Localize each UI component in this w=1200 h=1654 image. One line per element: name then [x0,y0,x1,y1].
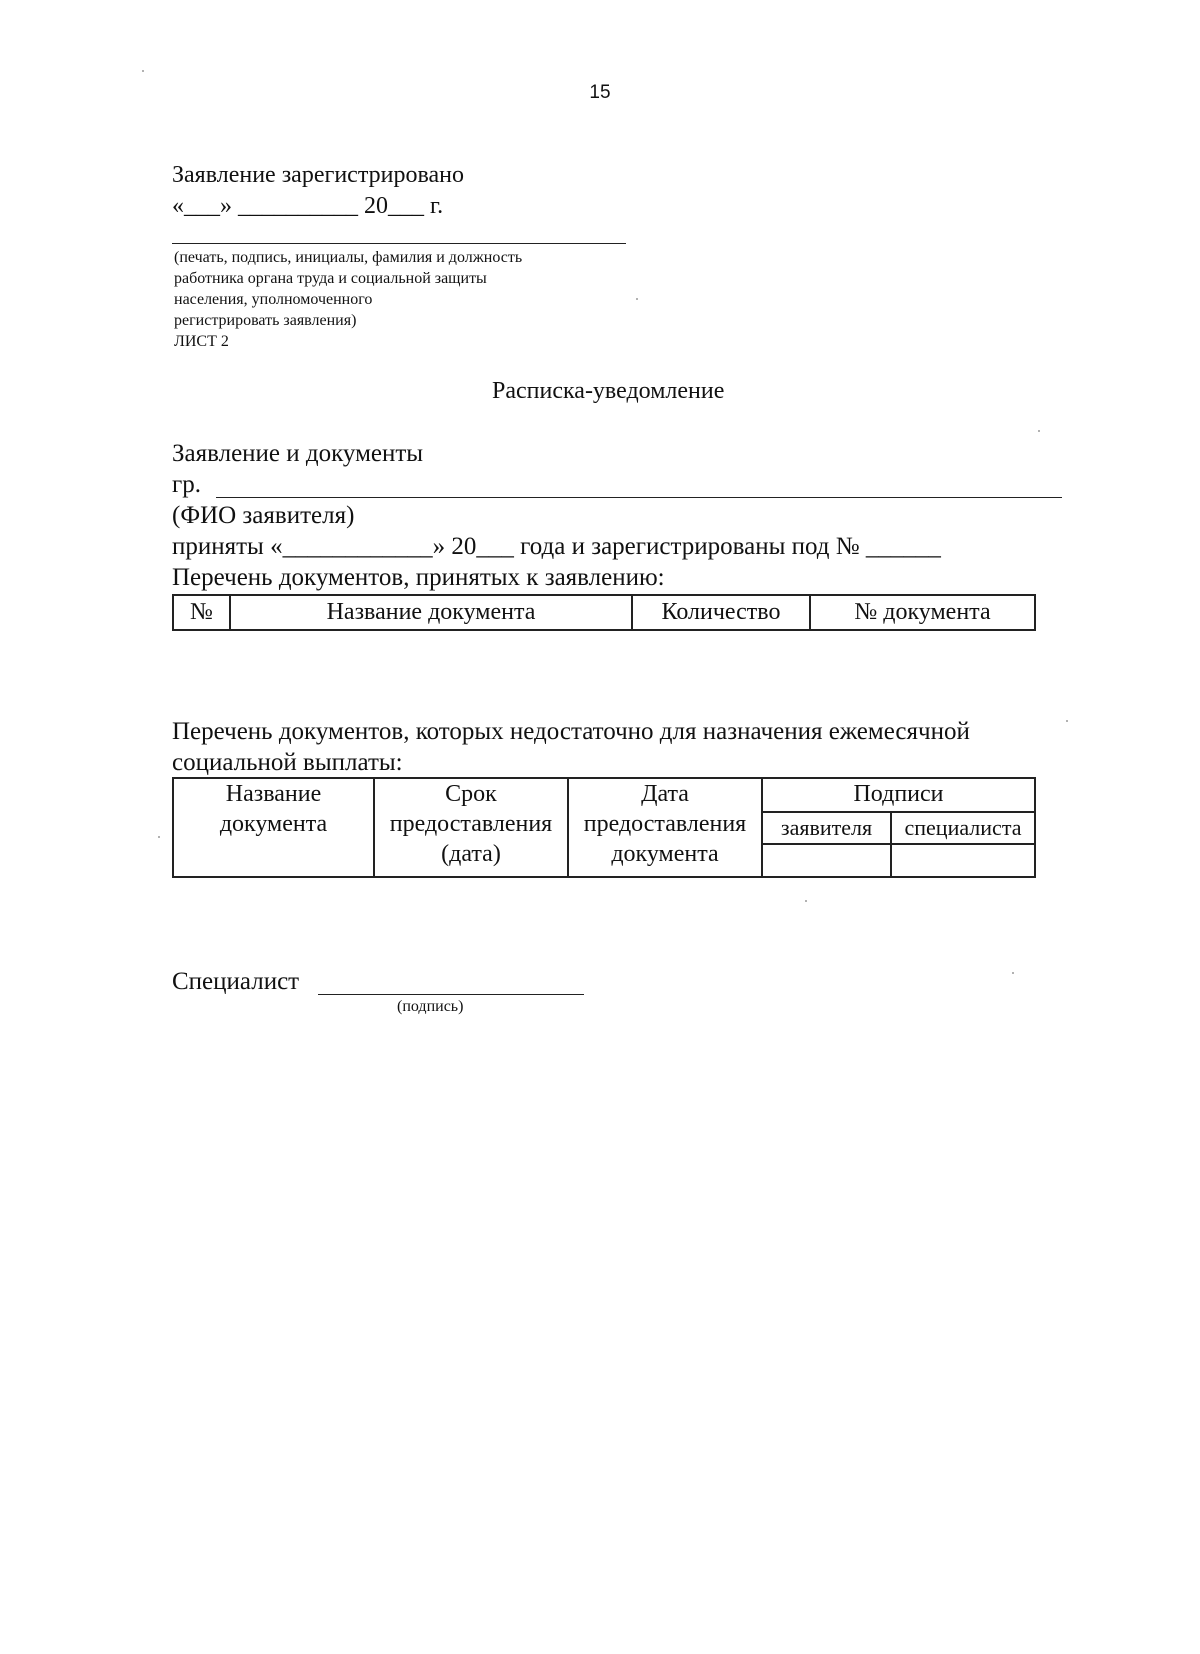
registration-note-line: работника органа труда и социальной защиты [174,270,487,287]
scan-speck [1038,430,1040,432]
registration-note [174,247,522,352]
header-text: Дата [641,781,689,807]
header-text: (дата) [441,841,501,867]
header-text: Название [225,781,322,807]
receipt-line-fio: (ФИО заявителя) [172,502,355,529]
citizen-name-blank [216,497,1062,498]
receipt-line-citizen: гр. [172,471,202,498]
header-text: предоставления [389,811,553,837]
receipt-line-list: Перечень документов, принятых к заявлению: [172,564,665,591]
scan-speck [1012,972,1014,974]
receipt-heading: Расписка-уведомление [492,378,725,404]
header-number: № [173,595,230,630]
header-submission-deadline [374,778,568,877]
header-signatures: Подписи [762,778,1035,812]
header-document-number: № документа [810,595,1035,630]
header-submission-date [568,778,762,877]
signature-caption: (подпись) [397,998,464,1015]
applicant-signature-cell [762,844,891,877]
specialist-signature-cell [891,844,1035,877]
header-document-name: Название документа [230,595,632,630]
table-header-row [173,595,1035,630]
header-applicant-signature: заявителя [762,812,891,844]
scan-speck [142,70,144,72]
accepted-documents-table [172,594,1036,631]
signature-separator [172,243,626,244]
scan-speck [1066,720,1068,722]
scan-speck [805,900,807,902]
receipt-line-accepted: приняты «____________» 20___ года и зарегистрированы под № ______ [172,533,941,560]
header-text: документа [611,841,719,867]
receipt-line-statement: Заявление и документы [172,440,424,467]
registration-date-line: «___» __________ 20___ г. [172,193,444,219]
sheet-label: ЛИСТ 2 [174,333,229,350]
insufficient-line-1: Перечень документов, которых недостаточно для назначения ежемесячной [172,718,970,745]
specialist-label: Специалист [172,968,300,995]
insufficient-line-2: социальной выплаты: [172,749,403,776]
header-text: Срок [445,781,497,807]
specialist-signature-line [318,994,584,995]
header-text: предоставления [583,811,747,837]
header-specialist-signature: специалиста [891,812,1035,844]
registration-title: Заявление зарегистрировано [172,162,464,188]
header-document-name [173,778,374,877]
table-header-row [173,778,1035,812]
scan-speck [636,298,638,300]
header-text: документа [219,811,328,837]
scan-speck [158,836,160,838]
page-number: 15 [589,82,611,103]
registration-note-line: регистрировать заявления) [174,312,357,329]
registration-note-line: населения, уполномоченного [174,291,373,308]
registration-note-line: (печать, подпись, инициалы, фамилия и должность [174,249,523,266]
header-quantity: Количество [632,595,810,630]
insufficient-documents-table [172,777,1036,878]
